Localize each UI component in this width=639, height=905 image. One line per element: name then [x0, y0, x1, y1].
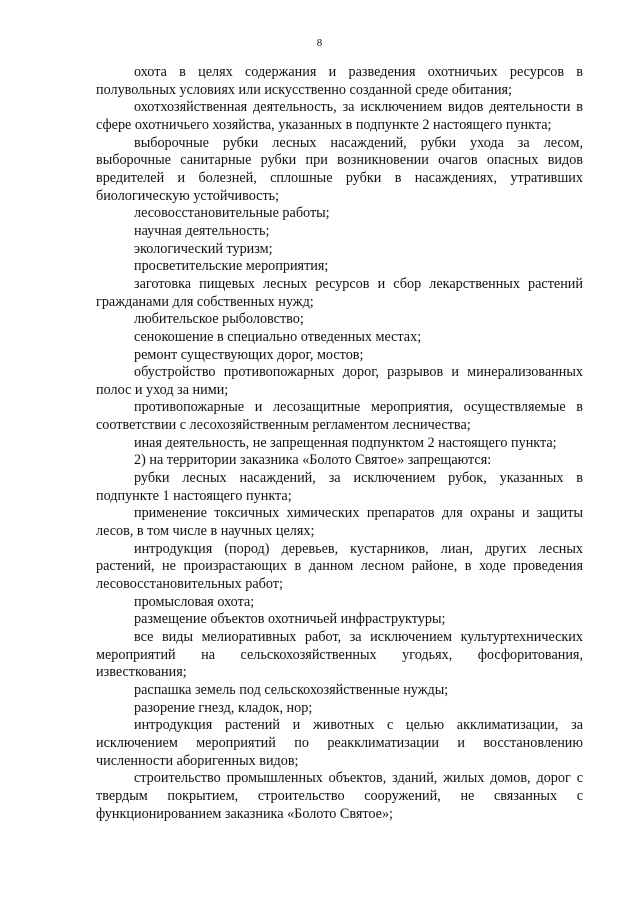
paragraph-melioration: все виды мелиоративных работ, за исключением культуртехнических мероприятий на сельскохозяйственных угодьях, фосфоритования, известкования;	[96, 629, 583, 681]
paragraph-research: научная деятельность;	[134, 222, 270, 239]
paragraph-haymaking: сенокошение в специально отведенных местах;	[134, 328, 422, 345]
paragraph-hunting-economy: охотхозяйственная деятельность, за исключением видов деятельности в сфере охотничьего хозяйства, указанных в подпункте 2 настоящего пункта;	[96, 99, 583, 133]
page-number: 8	[316, 37, 323, 49]
paragraph-education: просветительские мероприятия;	[134, 258, 329, 275]
paragraph-construction: строительство промышленных объектов, зданий, жилых домов, дорог с твердым покрытием, строительство сооружений, не связанных с функционированием заказника «Болото Святое»;	[96, 770, 583, 822]
paragraph-toxic-chemicals: применение токсичных химических препаратов для охраны и защиты лесов, в том числе в научных целях;	[96, 505, 583, 540]
document-body	[96, 64, 583, 823]
paragraph-plowing: распашка земель под сельскохозяйственные нужды;	[134, 681, 449, 698]
paragraph-commercial-hunting: промысловая охота;	[134, 593, 255, 610]
paragraph-felling-prohibited: рубки лесных насаждений, за исключением рубок, указанных в подпункте 1 настоящего пункта;	[96, 470, 583, 504]
paragraph-hunting-semi-free: охота в целях содержания и разведения охотничьих ресурсов в полувольных условиях или искусственно созданной среде обитания;	[96, 64, 583, 98]
paragraph-amateur-fishing: любительское рыболовство;	[134, 311, 304, 328]
paragraph-hunting-infrastructure: размещение объектов охотничьей инфраструктуры;	[134, 611, 446, 628]
paragraph-food-harvesting: заготовка пищевых лесных ресурсов и сбор лекарственных растений гражданами для собственных нужд;	[96, 275, 583, 310]
paragraph-road-repair: ремонт существующих дорог, мостов;	[134, 346, 364, 363]
paragraph-fire-protection: противопожарные и лесозащитные мероприятия, осуществляемые в соответствии с лесохозяйственным регламентом лесничества;	[96, 399, 583, 434]
paragraph-prohibitions-heading: 2) на территории заказника «Болото Святое» запрещаются:	[134, 452, 492, 469]
paragraph-reforestation: лесовосстановительные работы;	[134, 205, 330, 222]
paragraph-acclimatization: интродукция растений и животных с целью акклиматизации, за исключением мероприятий по реакклиматизации и восстановлению численности аборигенных видов;	[96, 717, 583, 769]
paragraph-nest-destruction: разорение гнезд, кладок, нор;	[134, 699, 313, 716]
paragraph-other-activity: иная деятельность, не запрещенная подпунктом 2 настоящего пункта;	[134, 434, 557, 451]
paragraph-firebreaks: обустройство противопожарных дорог, разрывов и минерализованных полос и уход за ними;	[96, 364, 583, 398]
paragraph-selective-felling: выборочные рубки лесных насаждений, рубки ухода за лесом, выборочные санитарные рубки при возникновении очагов опасных видов вредителей и болезней, сплошные рубки в насаждениях, утративших биологическую устойчивость;	[96, 134, 583, 204]
paragraph-eco-tourism: экологический туризм;	[134, 240, 273, 257]
paragraph-tree-introduction: интродукция (пород) деревьев, кустарников, лиан, других лесных растений, не произрастающих в данном лесном районе, в ходе проведения лесовосстановительных работ;	[96, 540, 583, 593]
